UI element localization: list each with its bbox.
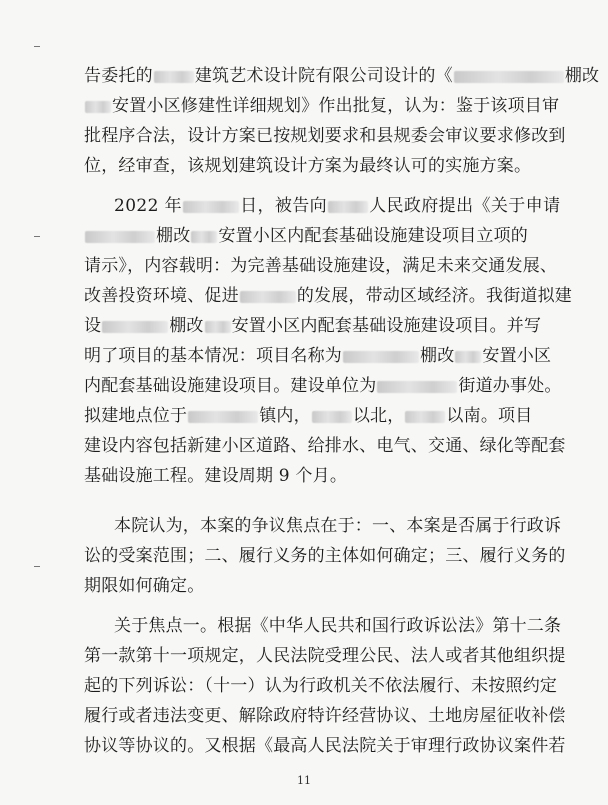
- text-line: [84, 676, 558, 696]
- text-line: [84, 196, 576, 216]
- redaction-block: [183, 201, 239, 213]
- redaction-block: [191, 231, 217, 243]
- text-segment: 安置小区修建性详细规划》作出批复，认为：鉴于该项目审: [112, 96, 560, 116]
- text-segment: 安置小区内配套基础设施建设项目立项的: [218, 226, 529, 246]
- text-segment: 棚改: [156, 226, 191, 246]
- text-segment: 位，经审查，该规划建筑设计方案为最终认可的实施方案。: [84, 156, 532, 176]
- text-segment: 明了项目的基本情况：项目名称为: [84, 346, 342, 366]
- text-line: [84, 256, 558, 276]
- page-number: 11: [297, 774, 311, 787]
- text-line: [84, 346, 552, 366]
- redaction-block: [85, 101, 111, 113]
- text-segment: 讼的受案范围；二、履行义务的主体如何确定；三、履行义务的: [84, 546, 566, 566]
- text-line: [84, 646, 566, 666]
- text-segment: 本院认为，本案的争议焦点在于：一、本案是否属于行政诉: [114, 516, 562, 536]
- text-segment: 批程序合法，设计方案已按规划要求和县规委会审议要求修改到: [84, 126, 566, 146]
- redaction-block: [343, 351, 419, 363]
- text-line: [84, 546, 566, 566]
- text-line: [84, 736, 566, 756]
- text-segment: 安置小区: [482, 346, 552, 366]
- text-line: [84, 616, 576, 636]
- text-line: [84, 96, 560, 116]
- text-segment: 街道办事处。: [458, 376, 562, 396]
- text-line: [84, 576, 546, 596]
- redaction-block: [377, 381, 457, 393]
- redaction-block: [85, 231, 155, 243]
- text-line: [84, 436, 566, 456]
- margin-mark: [34, 46, 40, 47]
- text-line: [84, 406, 546, 426]
- margin-mark: [34, 566, 40, 567]
- text-segment: 以南。项目: [446, 406, 533, 426]
- text-segment: 改善投资环境、促进: [84, 286, 239, 306]
- text-line: [84, 156, 546, 176]
- text-segment: 建设内容包括新建小区道路、给排水、电气、交通、绿化等配套: [84, 436, 566, 456]
- text-line: [84, 466, 546, 486]
- text-segment: 设: [84, 316, 102, 336]
- text-segment: 的发展，带动区域经济。我街道拟建: [296, 286, 573, 306]
- redaction-block: [205, 321, 231, 333]
- text-line: [84, 706, 566, 726]
- text-segment: 安置小区内配套基础设施建设项目。并写: [231, 316, 542, 336]
- redaction-block: [240, 291, 296, 303]
- text-line: [84, 126, 566, 146]
- redaction-block: [328, 201, 368, 213]
- text-segment: 棚改: [420, 346, 455, 366]
- redaction-block: [454, 71, 564, 83]
- text-line: [84, 66, 600, 86]
- text-segment: 履行或者违法变更、解除政府特许经营协议、土地房屋征收补偿: [84, 706, 566, 726]
- text-segment: 建筑艺术设计院有限公司设计的《: [194, 66, 453, 86]
- text-segment: 关于焦点一。根据《中华人民共和国行政诉讼法》第十二条: [114, 616, 562, 636]
- text-segment: 人民政府提出《关于申请: [369, 196, 561, 216]
- text-line: [84, 516, 576, 536]
- text-segment: 起的下列诉讼：（十一）认为行政机关不依法履行、未按照约定: [84, 676, 558, 696]
- margin-mark: [34, 236, 40, 237]
- redaction-block: [455, 351, 481, 363]
- text-segment: 棚改: [564, 66, 600, 86]
- text-segment: 协议等协议的。又根据《最高人民法院关于审理行政协议案件若: [84, 736, 566, 756]
- text-line: [84, 316, 546, 336]
- text-segment: 期限如何确定。: [84, 576, 205, 596]
- text-segment: 日，被告向: [240, 196, 328, 216]
- text-segment: 告委托的: [84, 66, 153, 86]
- text-line: [84, 226, 546, 246]
- text-line: [84, 286, 573, 306]
- text-segment: 以北，: [352, 406, 405, 426]
- redaction-block: [405, 411, 445, 423]
- text-segment: 内配套基础设施建设项目。建设单位为: [84, 376, 377, 396]
- redaction-block: [154, 71, 194, 83]
- redaction-block: [188, 411, 258, 423]
- text-segment: 2022 年: [114, 196, 183, 216]
- text-segment: 拟建地点位于: [84, 406, 188, 426]
- text-segment: 请示》，内容载明：为完善基础设施建设，满足未来交通发展、: [84, 256, 558, 276]
- redaction-block: [102, 321, 168, 333]
- text-segment: 基础设施工程。建设周期 9 个月。: [84, 466, 348, 486]
- text-segment: 镇内，: [259, 406, 311, 426]
- text-line: [84, 376, 562, 396]
- redaction-block: [312, 411, 352, 423]
- text-segment: 棚改: [169, 316, 204, 336]
- text-segment: 第一款第十一项规定，人民法院受理公民、法人或者其他组织提: [84, 646, 566, 666]
